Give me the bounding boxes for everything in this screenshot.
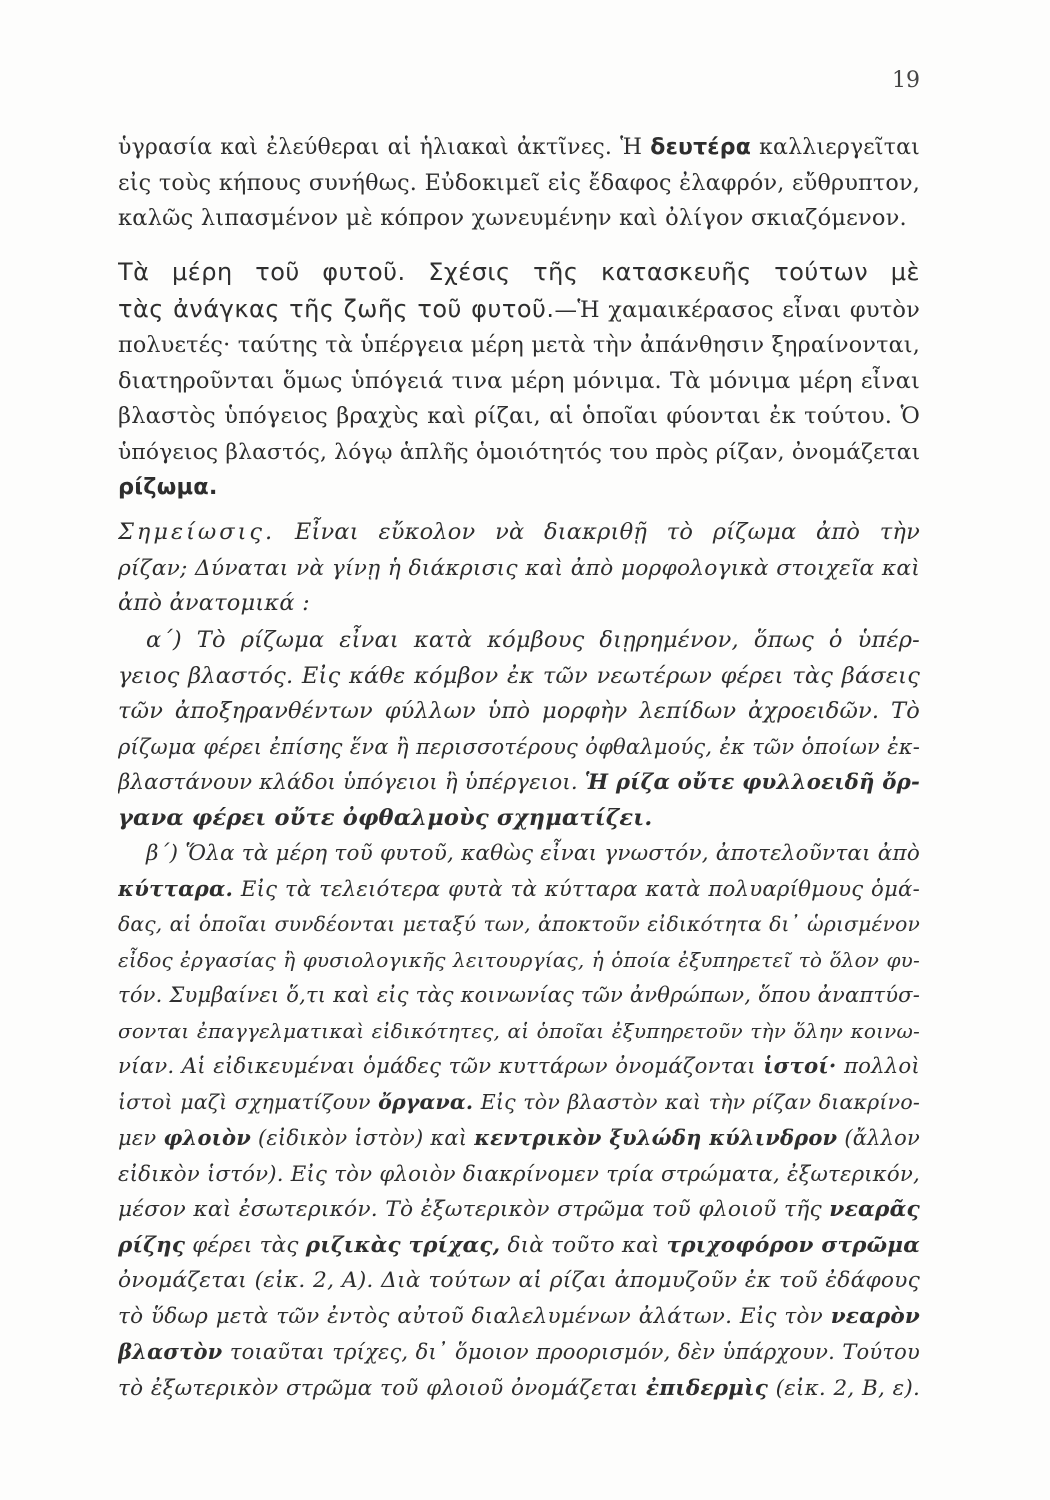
text-line: βλαστάνουν κλάδοι ὑπόγειοι ἢ ὑπέργειοι. Ἡ ρίζα οὔτε φυλλοειδῆ ὄρ- xyxy=(118,770,920,795)
text-line xyxy=(118,470,920,506)
bold-statement-cont: γανα φέρει οὔτε ὀφθαλμοὺς σχηματίζει. xyxy=(118,804,653,831)
text-line: ἀπὸ ἀνατομικά : xyxy=(118,590,310,616)
bold-term: δευτέρα xyxy=(650,135,752,160)
bold-term: ἐπιδερμὶς xyxy=(646,1375,768,1401)
bold-term: φλοιὸν xyxy=(163,1125,251,1150)
text-line: ρίζωμα φέρει ἐπίσης ἕνα ἢ περισσοτέρους ὀφθαλμούς, ἐκ τῶν ὁποίων ἐκ- xyxy=(118,734,920,759)
text-line: ὑπόγειος βλαστός, λόγῳ ἁπλῆς ὁμοιότητός του πρὸς ρίζαν, ὀνομάζεται xyxy=(118,439,920,465)
text-line: νίαν. Αἱ εἰδικευμέναι ὁμάδες τῶν κυττάρων ὀνομάζονται ἱστοί· πολλοὶ xyxy=(118,1054,920,1079)
text-line: κύτταρα. Εἰς τὰ τελειότερα φυτὰ τὰ κύτταρα κατὰ πολυαρίθμους ὁμά- xyxy=(118,876,920,902)
point-b xyxy=(118,836,920,1406)
section-heading: Τὰ μέρη τοῦ φυτοῦ. Σχέσις τῆς κατασκευῆς τούτων μὲ xyxy=(118,258,920,286)
section-heading-line xyxy=(118,255,920,292)
text-line: δας, αἱ ὁποῖαι συνδέονται μεταξύ των, ἀποκτοῦν εἰδικότητα δι᾿ ὡρισμένον xyxy=(118,912,920,936)
text-line: μέσον καὶ ἐσωτερικόν. Τὸ ἐξωτερικὸν στρῶμα τοῦ φλοιοῦ τῆς νεαρᾶς xyxy=(118,1197,920,1222)
text-line: Σημείωσις. Εἶναι εὔκολον νὰ διακριθῇ τὸ ρίζωμα ἀπὸ τὴν xyxy=(118,519,920,545)
text-line: εἰς τοὺς κήπους συνήθως. Εὐδοκιμεῖ εἰς ἔδαφος ἐλαφρόν, εὔθρυπτον, xyxy=(118,169,920,196)
bold-statement: Ἡ ρίζα οὔτε φυλλοειδῆ ὄρ- xyxy=(584,770,920,795)
text-line: διατηροῦνται ὅμως ὑπόγειά τινα μέρη μόνιμα. Τὰ μόνιμα μέρη εἶναι xyxy=(118,367,920,394)
text-line: καλῶς λιπασμένον μὲ κόπρον χωνευμένην καὶ ὀλίγον σκιαζόμενον. xyxy=(118,205,907,231)
page-number: 19 xyxy=(892,68,920,93)
text-line: τὸ ἐξωτερικὸν στρῶμα τοῦ φλοιοῦ ὀνομάζεται ἐπιδερμὶς (εἰκ. 2, Β, ε). xyxy=(118,1375,920,1401)
bold-term: τριχοφόρον στρῶμα xyxy=(666,1232,920,1258)
text-line: γειος βλαστός. Εἰς κάθε κόμβον ἐκ τῶν νεωτέρων φέρει τὰς βάσεις xyxy=(118,662,920,689)
bold-term: νεαρὸν xyxy=(830,1303,920,1329)
bold-term: κύτταρα. xyxy=(118,876,234,902)
paragraph-cultivation xyxy=(118,130,920,237)
bold-term: ὄργανα. xyxy=(378,1089,474,1114)
section-heading-cont: τὰς ἀνάγκας τῆς ζωῆς τοῦ φυτοῦ. xyxy=(118,294,555,323)
text-line: βλαστὸς ὑπόγειος βραχὺς καὶ ρίζαι, αἱ ὁποῖαι φύονται ἐκ τούτου. Ὁ xyxy=(118,403,920,429)
bold-term: νεαρᾶς xyxy=(829,1197,920,1222)
text-line: εἶδος ἐργασίας ἢ φυσιολογικῆς λειτουργίας, ἡ ὁποία ἐξυπηρετεῖ τὸ ὅλον φυ- xyxy=(118,947,920,972)
text-line: ἱστοὶ μαζὶ σχηματίζουν ὄργανα. Εἰς τὸν βλαστὸν καὶ τὴν ρίζαν διακρίνο- xyxy=(118,1089,920,1114)
text-line: μεν φλοιὸν (εἰδικὸν ἱστὸν) καὶ κεντρικὸν ξυλώδη κύλινδρον (ἄλλον xyxy=(118,1125,920,1150)
note-block xyxy=(118,515,920,622)
text-line: ὀνομάζεται (εἰκ. 2, Α). Διὰ τούτων αἱ ρίζαι ἀπομυζοῦν ἐκ τοῦ ἐδάφους xyxy=(118,1268,920,1293)
text-line: τόν. Συμβαίνει ὅ,τι καὶ εἰς τὰς κοινωνίας τῶν ἀνθρώπων, ὅπου ἀναπτύσ- xyxy=(118,983,920,1007)
bold-term: βλαστὸν xyxy=(118,1339,223,1364)
bold-term: ἱστοί· xyxy=(763,1054,837,1079)
point-a xyxy=(118,623,920,836)
text-line: πολυετές· ταύτης τὰ ὑπέργεια μέρη μετὰ τὴν ἀπάνθησιν ξηραίνονται, xyxy=(118,332,920,358)
text-line: σονται ἐπαγγελματικαὶ εἰδικότητες, αἱ ὁποῖαι ἐξυπηρετοῦν τὴν ὅλην κοινω- xyxy=(118,1018,920,1043)
note-label: Σημείωσις. xyxy=(118,519,276,545)
text-line xyxy=(118,801,920,837)
bold-term: ρίζης xyxy=(118,1232,186,1258)
text-line: ὑγρασία καὶ ἐλεύθεραι αἱ ἡλιακαὶ ἀκτῖνες. Ἡ δευτέρα καλλιεργεῖται xyxy=(118,135,920,160)
text-line: ρίζαν; Δύναται νὰ γίνῃ ἡ διάκρισις καὶ ἀπὸ μορφολογικὰ στοιχεῖα καὶ xyxy=(118,555,920,581)
text-line: β΄) Ὅλα τὰ μέρη τοῦ φυτοῦ, καθὼς εἶναι γνωστόν, ἀποτελοῦνται ἀπὸ xyxy=(146,841,920,866)
text-line: τὸ ὕδωρ μετὰ τῶν ἐντὸς αὐτοῦ διαλελυμένων ἀλάτων. Εἰς τὸν νεαρὸν xyxy=(118,1303,920,1329)
text-line: τῶν ἀποξηρανθέντων φύλλων ὑπὸ μορφὴν λεπίδων ἀχροειδῶν. Τὸ xyxy=(118,698,920,724)
text-line: εἰδικὸν ἱστόν). Εἰς τὸν φλοιὸν διακρίνομεν τρία στρώματα, ἐξωτερικόν, xyxy=(118,1161,920,1187)
bold-term: κεντρικὸν ξυλώδη κύλινδρον xyxy=(474,1125,838,1150)
paragraph-plant-parts xyxy=(118,255,920,506)
text-line: ρίζης φέρει τὰς ριζικὰς τρίχας, διὰ τοῦτο καὶ τριχοφόρον στρῶμα xyxy=(118,1232,920,1258)
text-line: βλαστὸν τοιαῦται τρίχες, δι᾿ ὅμοιον προορισμόν, δὲν ὑπάρχουν. Τούτου xyxy=(118,1339,920,1364)
text-line: τὰς ἀνάγκας τῆς ζωῆς τοῦ φυτοῦ.—Ἡ χαμαικέρασος εἶναι φυτὸν xyxy=(118,294,920,323)
text-line: α΄) Τὸ ρίζωμα εἶναι κατὰ κόμβους διῃρημένον, ὅπως ὁ ὑπέρ- xyxy=(146,627,920,653)
bold-term: ριζικὰς τρίχας, xyxy=(305,1232,501,1258)
bold-term-rhizome: ρίζωμα. xyxy=(118,474,218,500)
